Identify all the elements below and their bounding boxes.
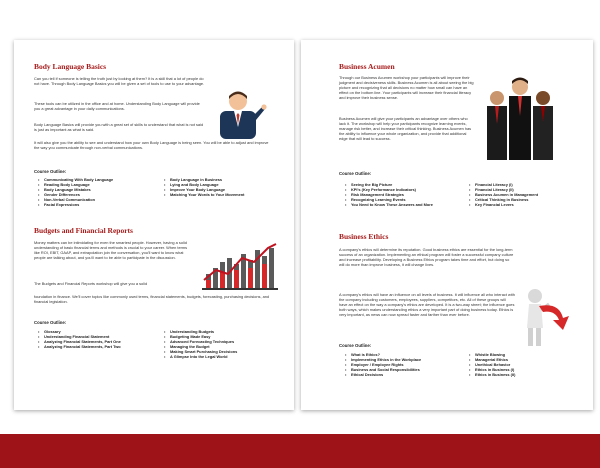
list-item: • You Need to Know These Answers and More xyxy=(345,202,457,207)
list-item: • Unethical Behavior xyxy=(469,362,569,367)
section-title-business-ethics: Business Ethics xyxy=(339,232,389,241)
list-item: • Understanding Budgets xyxy=(164,329,280,334)
list-item: • Communicating With Body Language xyxy=(38,177,156,182)
finance-bar-chart-illustration xyxy=(202,240,278,292)
list-item: • Making Smart Purchasing Decisions xyxy=(164,349,280,354)
list-item: • Non-Verbal Communication xyxy=(38,197,156,202)
body-language-para-4: It will also give you the ability to see and understand how your own Body Language is being seen. You will be able to adjust and improve the way you communicate through non-verbal communications. xyxy=(34,140,269,151)
acumen-para-2: Business Acumen will give your participants an advantage over others who lack it. The workshop will help your participants recognize learning events, manage risk better, and increase their critical thinking. Business Acumen has the ability to influence your whole organization, and provide that additional edge that will lead to success. xyxy=(339,116,472,142)
list-item: • Understanding Financial Statement xyxy=(38,334,148,339)
list-item: • Advanced Forecasting Techniques xyxy=(164,339,280,344)
list-item: • Risk Management Strategies xyxy=(345,192,457,197)
list-item: • Analyzing Financial Statements, Part One xyxy=(38,339,148,344)
ethics-outline-heading: Course Outline: xyxy=(339,343,372,348)
figure-holding-red-arrow-illustration xyxy=(519,284,575,348)
section-title-budgets: Budgets and Financial Reports xyxy=(34,226,133,235)
ethics-outline-col2 xyxy=(469,352,569,377)
body-language-outline-col1 xyxy=(38,177,156,207)
acumen-outline-heading: Course Outline: xyxy=(339,171,372,176)
budgets-para-3: foundation in finance. We'll cover topics like commonly used terms, financial statements, budgets, forecasting, purchasing decisions, and financial legislation. xyxy=(34,294,270,305)
list-item: • Recognizing Learning Events xyxy=(345,197,457,202)
list-item: • Ethics in Business (II) xyxy=(469,372,569,377)
list-item: • Facial Expressions xyxy=(38,202,156,207)
list-item: • Business Acumen in Management xyxy=(469,192,579,197)
list-item: • Glossary xyxy=(38,329,148,334)
acumen-outline-col1 xyxy=(345,182,457,207)
acumen-outline-col2 xyxy=(469,182,579,207)
budgets-outline-col1 xyxy=(38,329,148,349)
list-item: • Analyzing Financial Statements, Part Two xyxy=(38,344,148,349)
right-page xyxy=(301,40,593,410)
body-language-para-2: These tools can be utilized in the office and at home. Understanding Body Language will provide you a great advantage in your daily communications. xyxy=(34,101,200,112)
list-item: • Matching Your Words to Your Movement xyxy=(164,192,276,197)
body-language-outline-heading: Course Outline: xyxy=(34,169,67,174)
list-item: • Whistle Blowing xyxy=(469,352,569,357)
list-item: • What is Ethics? xyxy=(345,352,457,357)
list-item: • Managing the Budget xyxy=(164,344,280,349)
section-title-business-acumen: Business Acumen xyxy=(339,62,395,71)
budgets-outline-heading: Course Outline: xyxy=(34,320,67,325)
list-item: • Lying and Body Language xyxy=(164,182,276,187)
budgets-para-2: The Budgets and Financial Reports workshop will give you a solid xyxy=(34,281,148,286)
businessman-pointing-illustration xyxy=(212,87,268,139)
budgets-outline-col2 xyxy=(164,329,280,359)
ethics-para-2: A company's ethics will have an influence on all levels of business. It will influence all who interact with the company including customers, employees, suppliers, competitors, etc. All of these groups will have an effect on the way a company's ethics are developed. It is a two-way street; the influence goes both ways, which makes understanding ethics a very important part of doing business today. Ethics is very important, as news can now spread faster and farther than ever before. xyxy=(339,292,515,318)
ethics-intro: A company's ethics will determine its reputation. Good business ethics are essential for the long-term success of an organization. Implementing an ethical program will foster a successful company culture and increase profitability. Developing a Business Ethics program takes time and effort, but doing so will do more than improve business, it will change lives. xyxy=(339,247,514,268)
footer-bar xyxy=(0,434,600,468)
list-item: • Body Language in Business xyxy=(164,177,276,182)
list-item: • Improve Your Body Language xyxy=(164,187,276,192)
list-item: • A Glimpse Into the Legal World xyxy=(164,354,280,359)
section-title-body-language: Body Language Basics xyxy=(34,62,107,71)
list-item: • Financial Literacy (I) xyxy=(469,182,579,187)
three-businessmen-photo xyxy=(485,72,555,160)
ethics-outline-col1 xyxy=(345,352,457,377)
list-item: • Managerial Ethics xyxy=(469,357,569,362)
list-item: • Ethics in Business (I) xyxy=(469,367,569,372)
budgets-intro: Money matters can be intimidating for even the smartest people. However, having a solid understanding of basic financial terms and methods is crucial to your career. When terms like ROI, EBIT, GAAP, and extrapolation join the conversation, you'll want to know what people are talking about, and you'll want to be able to participate in the discussion. xyxy=(34,240,188,261)
acumen-intro: Through our Business Acumen workshop your participants will improve their judgment and decisiveness skills. Business Acumen is all about seeing the big picture and recognizing that all decisions no matter how small can have an effect on the bottom line. Your participants will increase their financial literacy and improve their business sense. xyxy=(339,75,474,101)
list-item: • Ethical Decisions xyxy=(345,372,457,377)
list-item: • KPI's (Key Performance Indicators) xyxy=(345,187,457,192)
list-item: • Reading Body Language xyxy=(38,182,156,187)
list-item: • Financial Literacy (II) xyxy=(469,187,579,192)
body-language-outline-col2 xyxy=(164,177,276,197)
list-item: • Implementing Ethics in the Workplace xyxy=(345,357,457,362)
list-item: • Key Financial Levers xyxy=(469,202,579,207)
list-item: • Body Language Mistakes xyxy=(38,187,156,192)
left-page xyxy=(14,40,294,410)
list-item: • Employer / Employee Rights xyxy=(345,362,457,367)
list-item: • Budgeting Made Easy xyxy=(164,334,280,339)
list-item: • Seeing the Big Picture xyxy=(345,182,457,187)
body-language-intro: Can you tell if someone is telling the truth just by looking at them? It is a skill that a lot of people do not have. Through Body Language Basics you will be given a set of tools to use to your advantage. xyxy=(34,76,205,87)
list-item: • Gender Differences xyxy=(38,192,156,197)
body-language-para-3: Body Language Basics will provide you with a great set of skills to understand that what is not said is just as important as what is said. xyxy=(34,122,204,133)
list-item: • Business and Social Responsibilities xyxy=(345,367,457,372)
list-item: • Critical Thinking in Business xyxy=(469,197,579,202)
